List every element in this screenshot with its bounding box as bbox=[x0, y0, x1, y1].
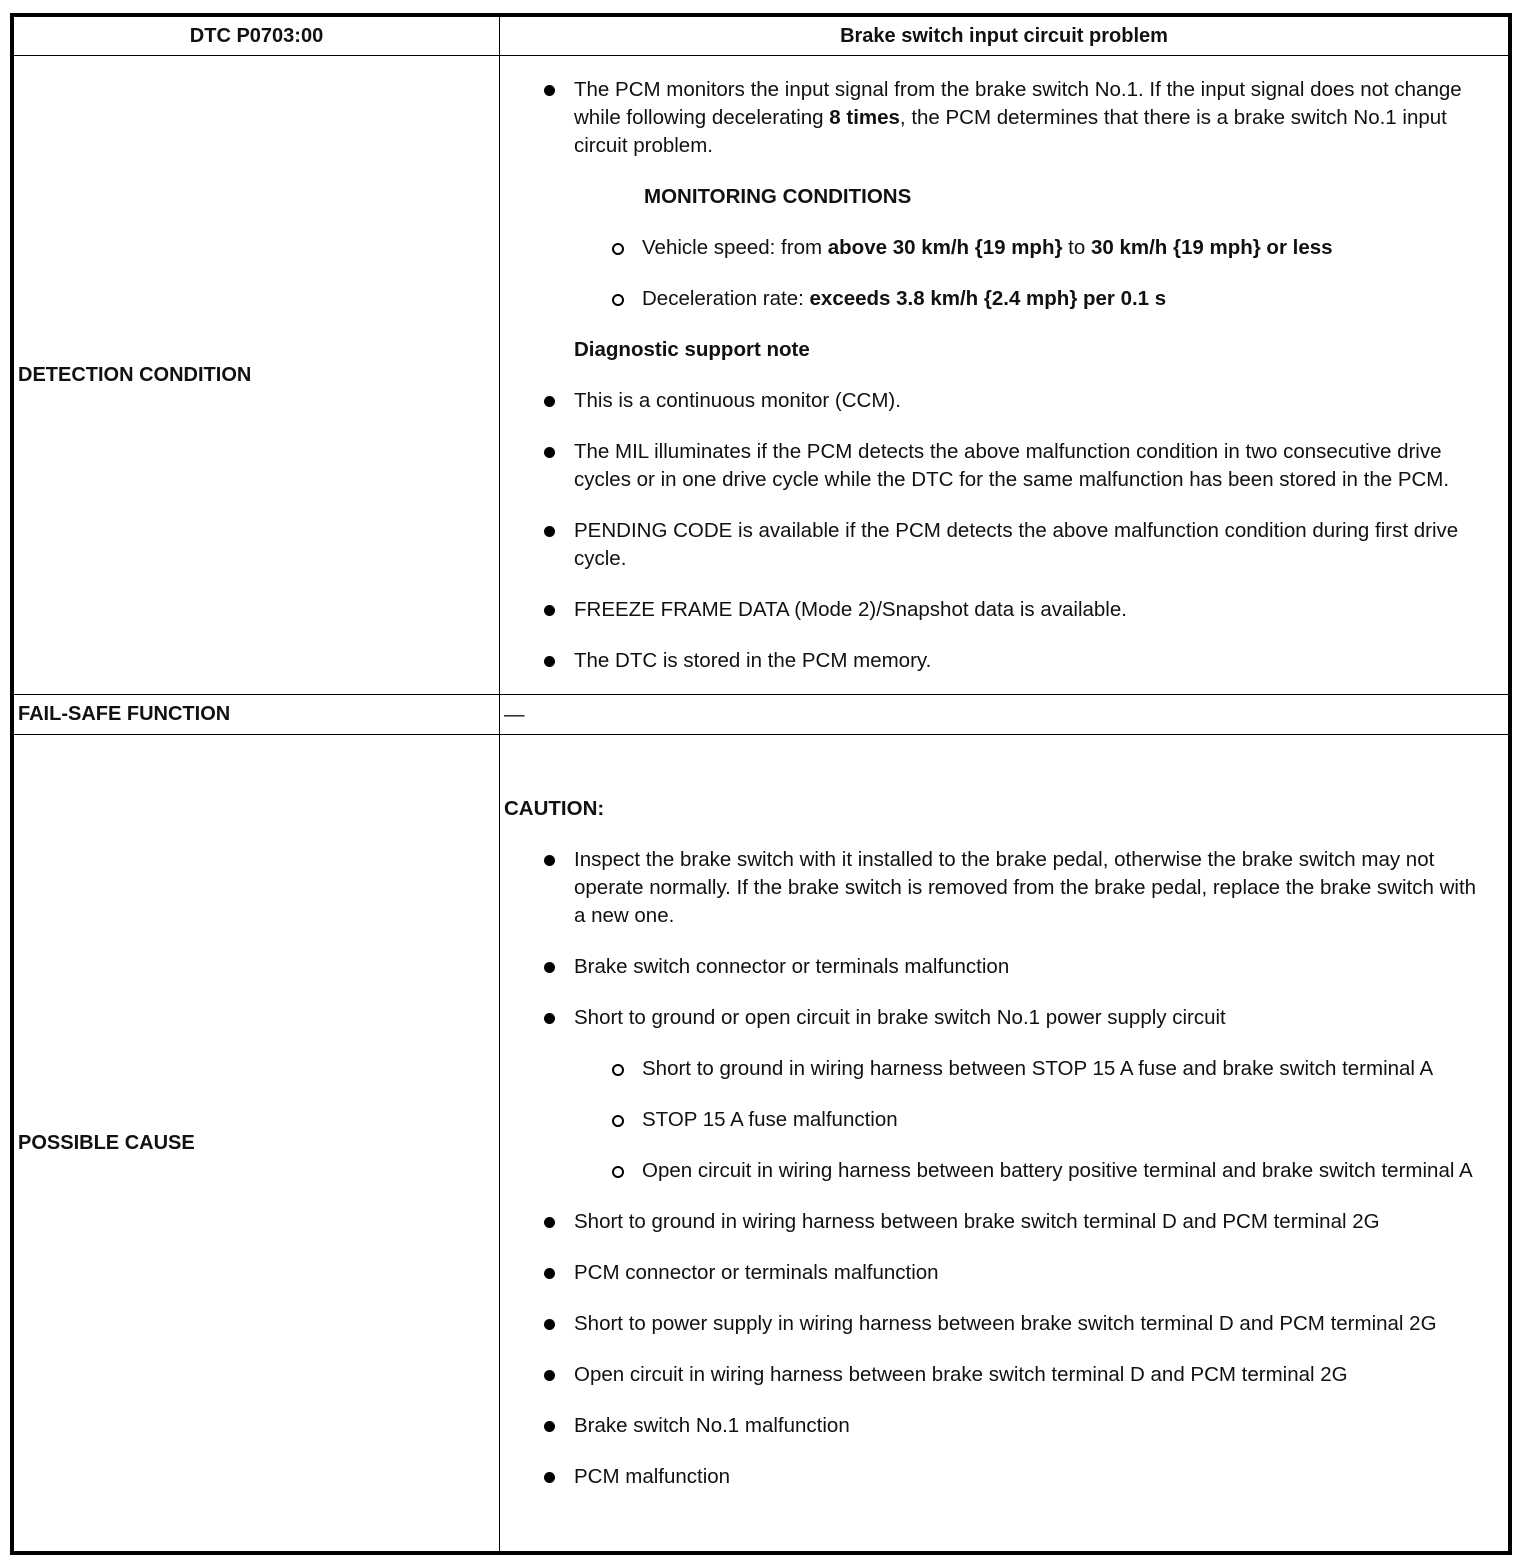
list-item: Brake switch No.1 malfunction bbox=[504, 1412, 1478, 1440]
failsafe-label: FAIL-SAFE FUNCTION bbox=[14, 695, 500, 735]
bullet-icon bbox=[544, 1421, 555, 1432]
dtc-table bbox=[13, 16, 1509, 1552]
bullet-icon bbox=[544, 1370, 555, 1381]
list-item: PCM connector or terminals malfunction bbox=[504, 1259, 1478, 1287]
bullet-icon bbox=[544, 526, 555, 537]
bullet-icon bbox=[544, 855, 555, 866]
diagnostic-support-title: Diagnostic support note bbox=[574, 337, 810, 361]
list-item: Inspect the brake switch with it installed to the brake pedal, otherwise the brake switch may not operate normally. If the brake switch is removed from the brake pedal, replace the brake switch with a new one. bbox=[504, 846, 1478, 930]
list-item: Brake switch connector or terminals malfunction bbox=[504, 953, 1478, 981]
list-item: FREEZE FRAME DATA (Mode 2)/Snapshot data is available. bbox=[504, 596, 1478, 624]
circle-bullet-icon bbox=[612, 243, 624, 255]
list-item: Deceleration rate: exceeds 3.8 km/h {2.4 mph} per 0.1 s bbox=[504, 285, 1478, 313]
bullet-icon bbox=[544, 962, 555, 973]
list-item: This is a continuous monitor (CCM). bbox=[504, 387, 1478, 415]
list-item: PENDING CODE is available if the PCM detects the above malfunction condition during first drive cycle. bbox=[504, 517, 1478, 573]
detection-label: DETECTION CONDITION bbox=[14, 56, 500, 695]
list-item: Open circuit in wiring harness between brake switch terminal D and PCM terminal 2G bbox=[504, 1361, 1478, 1389]
list-item: Short to ground or open circuit in brake switch No.1 power supply circuit bbox=[504, 1004, 1478, 1032]
dtc-code: DTC P0703:00 bbox=[14, 17, 500, 56]
list-item: The DTC is stored in the PCM memory. bbox=[504, 647, 1478, 675]
list-item: Open circuit in wiring harness between battery positive terminal and brake switch terminal A bbox=[504, 1157, 1478, 1185]
list-item: STOP 15 A fuse malfunction bbox=[504, 1106, 1478, 1134]
list-item: PCM malfunction bbox=[504, 1463, 1478, 1491]
bullet-icon bbox=[544, 1472, 555, 1483]
list-item: The MIL illuminates if the PCM detects the above malfunction condition in two consecutive drive cycles or in one drive cycle while the DTC for the same malfunction has been stored in the PCM. bbox=[504, 438, 1478, 494]
list-item: The PCM monitors the input signal from the brake switch No.1. If the input signal does not change while following decelerating 8 times, the PCM determines that there is a brake switch No.1 input circuit problem. bbox=[504, 76, 1478, 160]
caution-label: CAUTION: bbox=[504, 797, 605, 820]
bullet-icon bbox=[544, 1013, 555, 1024]
dtc-table-frame bbox=[10, 13, 1512, 1555]
bullet-icon bbox=[544, 1217, 555, 1228]
bullet-icon bbox=[544, 85, 555, 96]
bullet-icon bbox=[544, 447, 555, 458]
list-item: Short to power supply in wiring harness between brake switch terminal D and PCM terminal 2G bbox=[504, 1310, 1478, 1338]
monitoring-conditions-title: MONITORING CONDITIONS bbox=[644, 184, 912, 208]
bullet-icon bbox=[544, 1268, 555, 1279]
circle-bullet-icon bbox=[612, 1064, 624, 1076]
circle-bullet-icon bbox=[612, 294, 624, 306]
failsafe-row bbox=[14, 695, 1509, 735]
detection-row bbox=[14, 56, 1509, 695]
bullet-icon bbox=[544, 605, 555, 616]
header-row bbox=[14, 17, 1509, 56]
cause-label: POSSIBLE CAUSE bbox=[14, 735, 500, 1552]
bullet-icon bbox=[544, 396, 555, 407]
cause-row bbox=[14, 735, 1509, 1552]
bullet-icon bbox=[544, 656, 555, 667]
cause-content bbox=[500, 735, 1509, 1552]
detection-content bbox=[500, 56, 1509, 695]
circle-bullet-icon bbox=[612, 1166, 624, 1178]
list-item: Short to ground in wiring harness between STOP 15 A fuse and brake switch terminal A bbox=[504, 1055, 1478, 1083]
list-item: Vehicle speed: from above 30 km/h {19 mph} to 30 km/h {19 mph} or less bbox=[504, 234, 1478, 262]
dtc-title: Brake switch input circuit problem bbox=[500, 17, 1509, 56]
failsafe-value: — bbox=[500, 695, 1509, 735]
circle-bullet-icon bbox=[612, 1115, 624, 1127]
bullet-icon bbox=[544, 1319, 555, 1330]
list-item: Short to ground in wiring harness between brake switch terminal D and PCM terminal 2G bbox=[504, 1208, 1478, 1236]
